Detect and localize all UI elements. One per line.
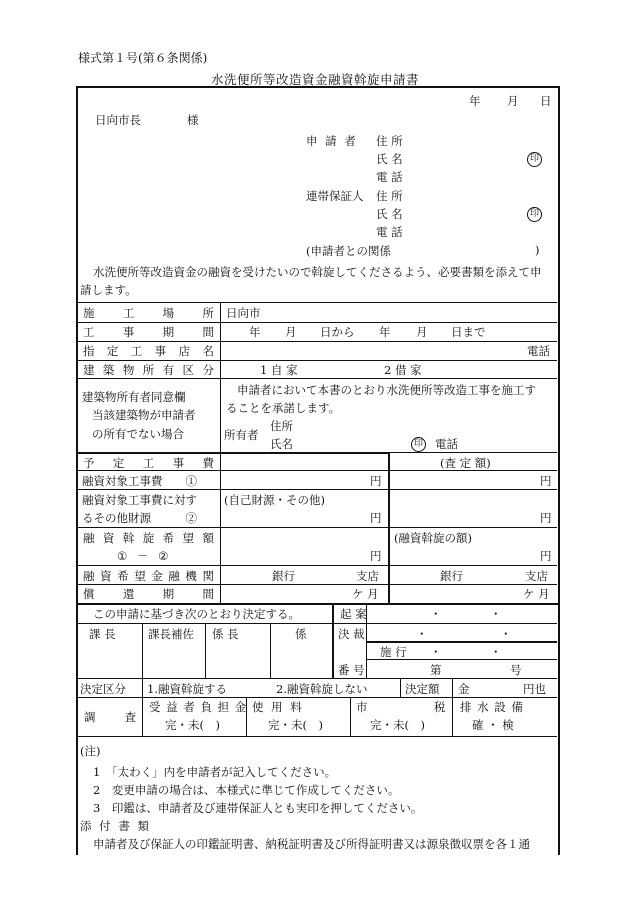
body-text-line2: 請します。 [80,283,137,297]
owner-class-rent: 2 借 家 [384,363,422,377]
bango-dai: 第 [430,663,442,677]
other-funds-label-1: 融資対象工事費に対す [82,493,197,507]
repay-months: ケ 月 [352,587,379,601]
shiko-dot-2: ・ [490,645,502,659]
contractor-phone: 電話 [527,344,550,358]
guarantor-label: 連帯保証人 [306,189,364,203]
site-label: 施 工 場 所 [83,306,214,320]
period-month2: 月 [416,325,428,339]
bank-text-assessed: 銀行 [440,569,463,583]
guarantor-name-label: 氏 名 [376,207,403,221]
loan-cost-yen: 円 [370,474,382,488]
form-number: 様式第１号(第６条関係) [78,51,208,65]
body-text-line1: 水洗便所等改造資金の融資を受けたいので斡旋してくださるよう、必要書類を添えて申 [93,265,542,279]
consent-text-2: ることを承諾します。 [226,401,341,415]
addressee-honorific: 様 [187,113,199,127]
consent-label-3: の所有でない場合 [92,427,184,441]
kakari-label: 係 [295,627,307,641]
site-value: 日向市 [226,306,261,320]
usage-status: 完・未( ) [268,718,323,732]
kakaricho-label: 係 長 [212,627,239,641]
period-year2: 年 [379,325,391,339]
drainage-status: 確 ・ 検 [472,718,514,732]
contractor-label: 指 定 工 事 店 名 [83,344,214,358]
applicant-label: 申 請 者 [306,134,358,148]
note-3: 3 印鑑は、申請者及び連帯保証人とも実印を押してください。 [93,801,423,815]
shiko-dot-1: ・ [430,645,442,659]
owner-class-label: 建 築 物 所 有 区 分 [83,363,214,377]
seal-icon: 印 [527,207,542,222]
document-title: 水洗便所等改造資金融資斡旋申請書 [210,72,419,87]
guarantor-address-label: 住 所 [376,189,403,203]
own-funds-label: (自己財源・その他) [224,493,325,507]
requested-yen: 円 [370,549,382,563]
repay-label: 償 還 期 間 [83,587,214,601]
shiko-label: 施 行 [380,645,407,659]
bango-label: 番 号 [338,663,365,677]
consent-label-1: 建築物所有者同意欄 [82,390,186,404]
consent-label-2: 当該建築物が申請者 [92,408,196,422]
date-month: 月 [507,94,519,108]
usage-label: 使 用 料 [252,700,304,714]
decision-amount-label: 決定額 [405,682,440,696]
guarantor-phone-label: 電 話 [376,225,403,239]
city-tax-label-r: 税 [434,700,446,714]
kian-dot-2: ・ [490,607,502,621]
date-year: 年 [469,94,481,108]
applicant-phone-label: 電 話 [376,170,403,184]
requested-formula: ① － ② [117,549,172,563]
seal-icon: 印 [527,152,542,167]
kessai-label: 決 裁 [338,627,365,641]
bank-text: 銀行 [272,569,295,583]
relation-open: (申請者との関係 [306,244,391,258]
relation-close: ) [535,243,540,257]
decision-amount-kin: 金 [458,682,470,696]
period-label: 工 事 期 間 [83,325,214,339]
kessai-dot-1: ・ [416,627,428,641]
owner-seal [411,435,426,452]
note-2: 2 変更申請の場合は、本様式に準じて作成してください。 [93,783,400,797]
applicant-name-label: 氏 名 [376,152,403,166]
owner-phone-label: 電話 [435,437,458,451]
branch-text-assessed: 支店 [525,569,548,583]
note-1: 1 「太わく」内を申請者が記入してください。 [93,765,337,779]
attachments-title: 添 付 書 類 [80,819,151,833]
survey-label: 調 査 [84,710,136,724]
owner-address-label: 住所 [270,419,293,433]
owner-name-label: 氏名 [270,437,293,451]
planned-cost-label: 予 定 工 事 費 [83,456,214,470]
consent-text-1: 申請者において本書のとおり水洗便所等改造工事を施工す [237,383,536,397]
arranged-yen: 円 [540,549,552,563]
burden-label: 受 益 者 負 担 金 [149,700,248,714]
period-to: 日まで [451,325,486,339]
attachments-text: 申請者及び保証人の印鑑証明書、納税証明書及び所得証明書又は源泉徴収票を各１通 [93,837,530,851]
period-month: 月 [285,325,297,339]
kessai-dot-2: ・ [500,627,512,641]
date-day: 日 [540,94,552,108]
decision-class-label: 決定区分 [80,682,126,696]
other-funds-label-2: るその他財源 ② [82,511,197,525]
bango-go: 号 [510,663,522,677]
other-funds-assessed-yen: 円 [540,511,552,525]
loan-cost-assessed-yen: 円 [540,474,552,488]
decision-amount-yen: 円也 [523,682,546,696]
city-tax-label-l: 市 [356,700,368,714]
applicant-seal [527,150,542,167]
repay-months-assessed: ケ 月 [523,587,550,601]
owner-label: 所有者 [224,428,259,442]
requested-label: 融 資 斡 旋 希 望 額 [83,531,214,545]
city-tax-status: 完・未( ) [370,718,425,732]
drainage-label: 排 水 設 備 [460,700,524,714]
assessed-label: (査 定 額) [440,456,491,470]
decision-intro: この申請に基づき次のとおり決定する。 [93,607,300,621]
branch-text: 支店 [356,569,379,583]
loan-cost-label: 融資対象工事費 ① [82,474,197,488]
period-year: 年 [249,325,261,339]
kacho-label: 課 長 [89,627,116,641]
decision-class-2: 2.融資斡旋しない [276,682,368,696]
period-from: 日から [320,325,355,339]
decision-class-1: 1.融資斡旋する [147,682,227,696]
other-funds-yen: 円 [370,511,382,525]
arranged-label: (融資斡旋の額) [394,531,472,545]
owner-class-own: 1 自 家 [260,363,298,377]
seal-icon: 印 [411,437,426,452]
guarantor-seal [527,205,542,222]
kian-dot-1: ・ [430,607,442,621]
notes-title: (注) [80,744,101,758]
burden-status: 完・未( ) [165,718,220,732]
kian-label: 起 案 [340,607,367,621]
addressee: 日向市長 [95,113,141,127]
applicant-address-label: 住 所 [376,134,403,148]
bank-label: 融 資 希 望 金 融 機 関 [83,569,214,583]
kacho-hosa-label: 課長補佐 [148,627,194,641]
